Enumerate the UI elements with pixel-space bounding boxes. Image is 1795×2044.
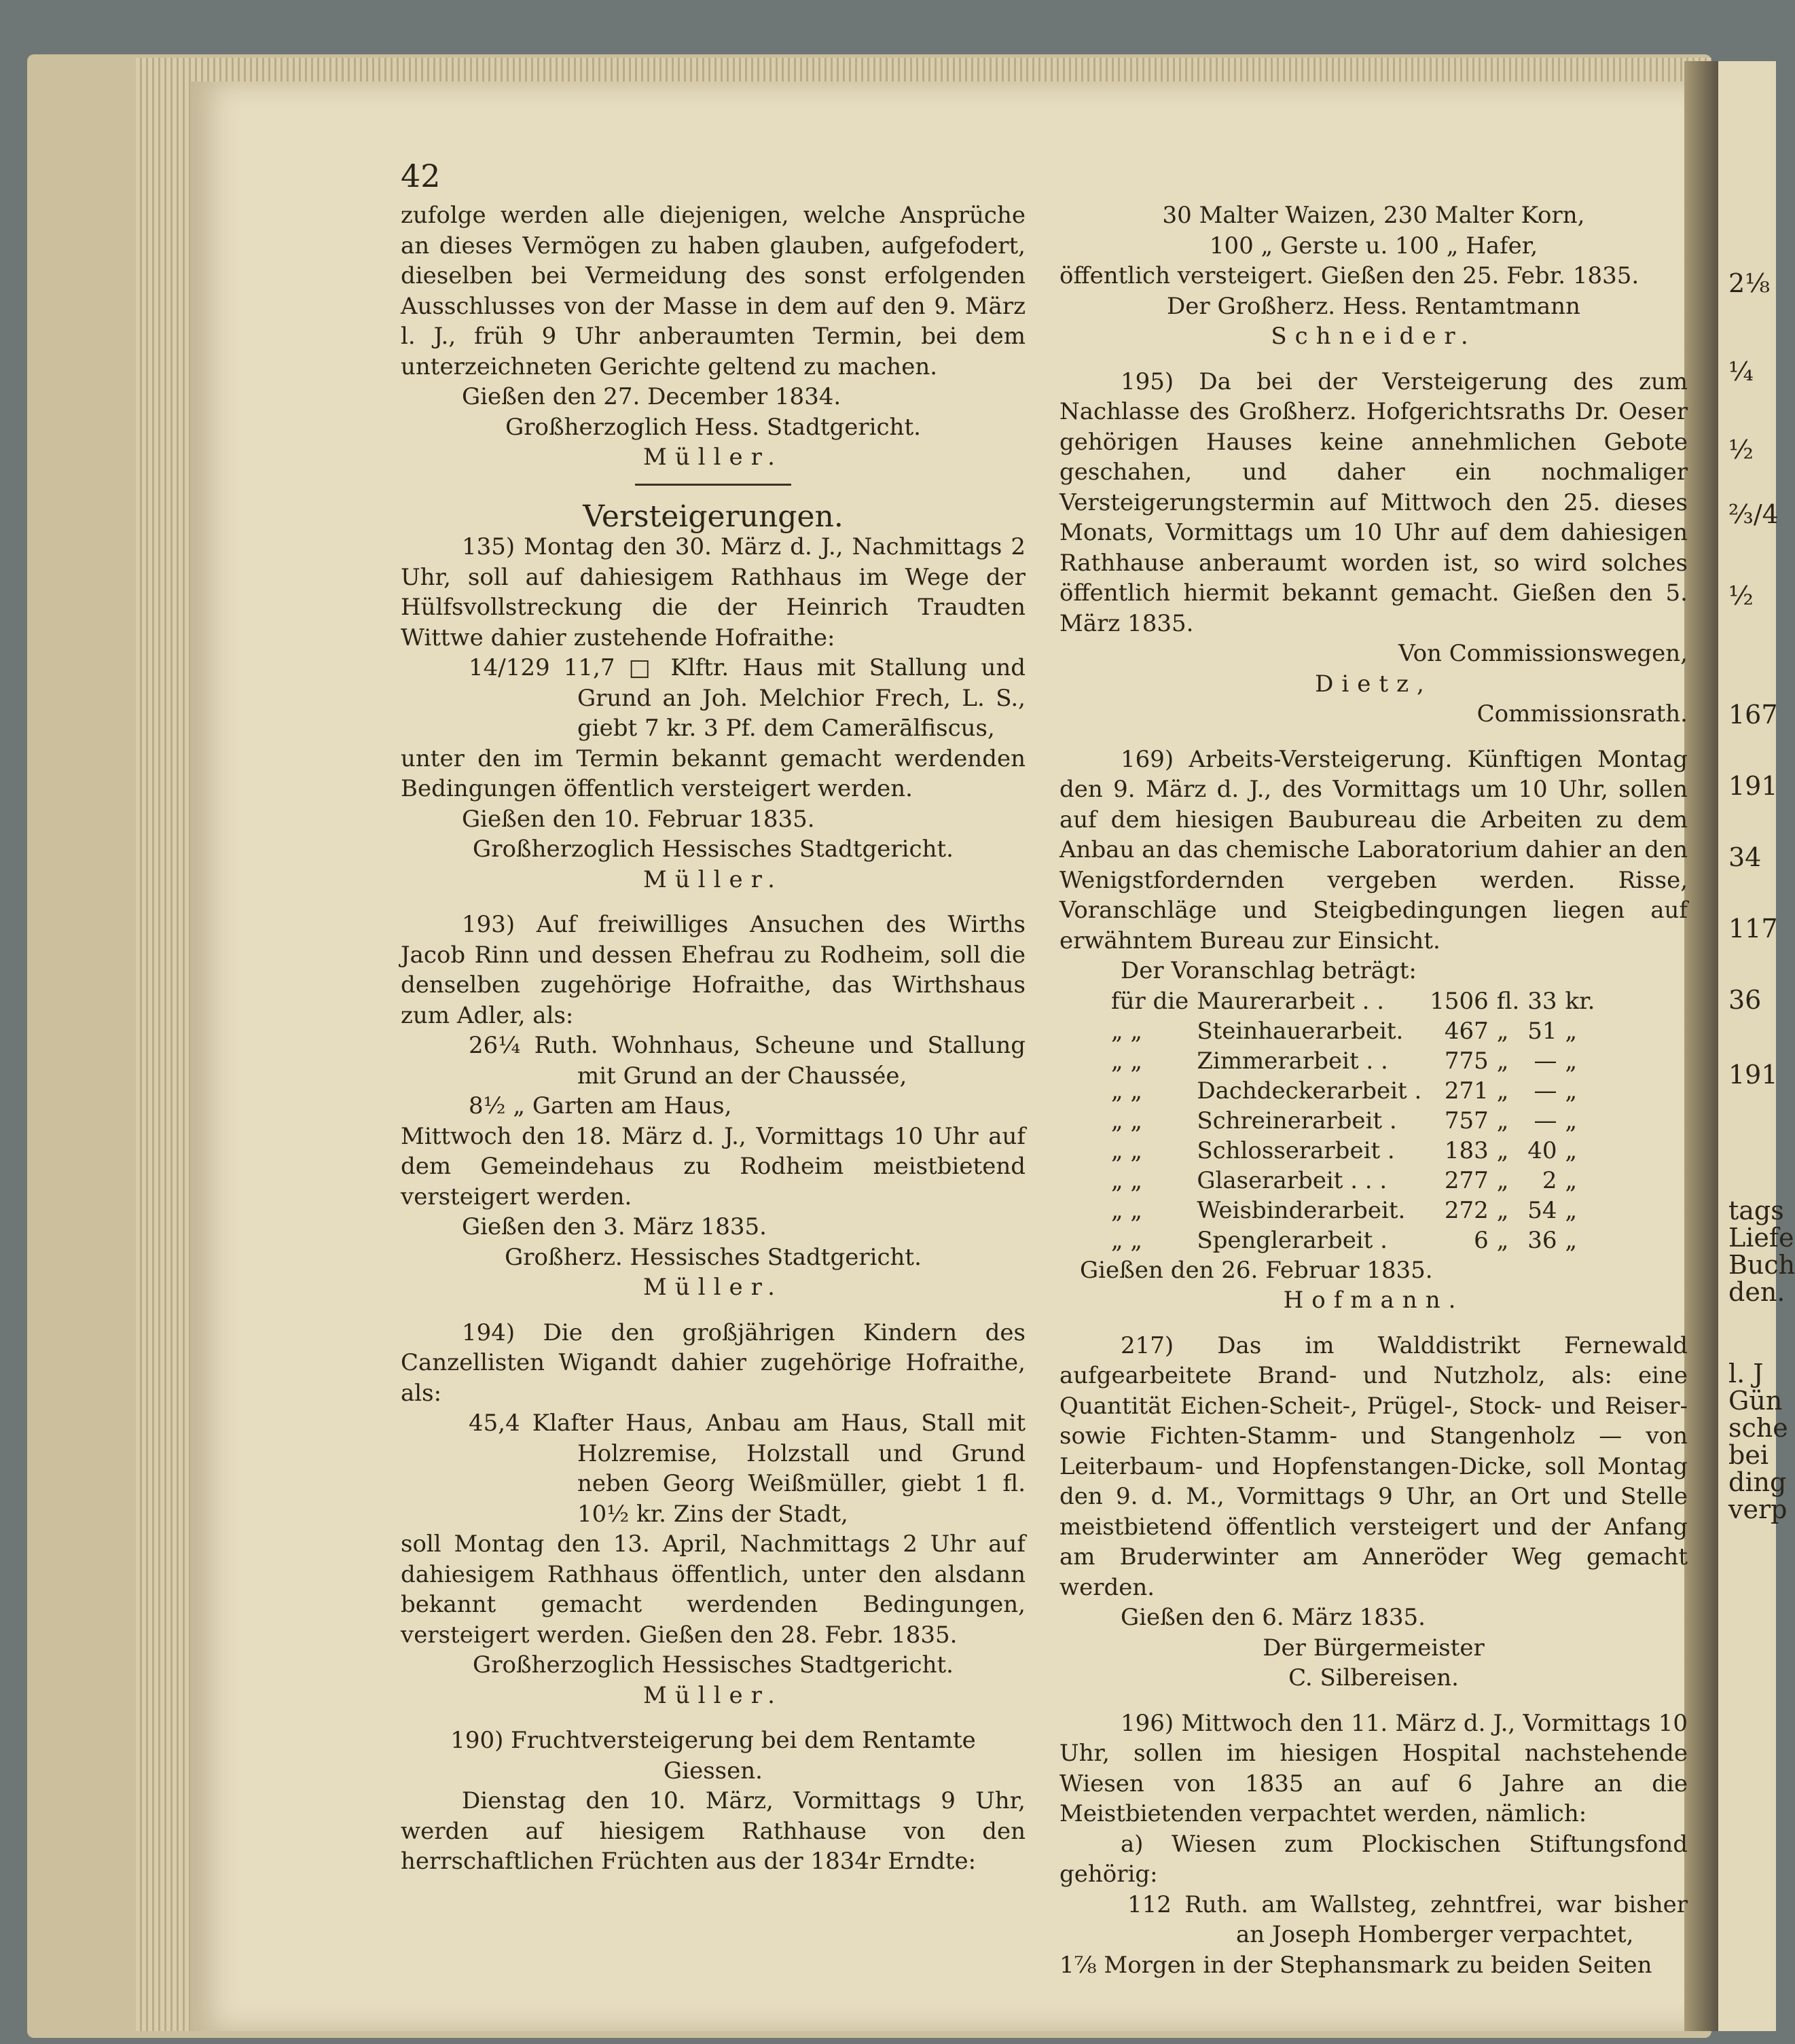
cost-row xyxy=(1107,1076,1599,1106)
notice-190-line-1: 30 Malter Waizen, 230 Malter Korn, xyxy=(1162,202,1585,229)
intro-date: Gießen den 27. December 1834. xyxy=(462,383,841,410)
cost-cell-trade: Zimmerarbeit . . xyxy=(1197,1047,1388,1075)
cost-cell-kr-unit: „ xyxy=(1565,1077,1578,1105)
cost-cell-trade: Spenglerarbeit . xyxy=(1197,1226,1388,1254)
cost-cell-pre: „ „ xyxy=(1111,1166,1143,1194)
cost-cell-kr-unit: kr. xyxy=(1565,987,1595,1015)
cost-cell-kr-unit: „ xyxy=(1565,1166,1578,1194)
notice-217-text: 217) Das im Walddistrikt Fernewald aufgearbeitete Brand- und Nutzholz, als: eine Quantität Eichen-Scheit-, Prügel-, Stock- und Reiser- sowie Fichten-Stamm- und Stangenholz — von Leiterbaum- und Hopfenstangen-Dicke, soll Montag den 9. d. M., Vormittags 9 Uhr, an Ort und Stelle meistbietend öffentlich versteigert und der Anfang am Bruderwinter am Anneröder Weg gemacht werden. xyxy=(1059,1331,1688,1601)
cost-cell-pre: „ „ xyxy=(1111,1136,1143,1164)
intro-text: zufolge werden alle diejenigen, welche Ansprüche an dieses Vermögen zu haben glauben, aufgefodert, dieselben bei Vermeidung des sonst erfolgenden Ausschlusses von der Masse in dem auf den 9. März l. J., früh 9 Uhr anberaumten Termin, bei dem unterzeichneten Gerichte geltend zu machen. xyxy=(401,202,1026,380)
notice-196-text: 196) Mittwoch den 11. März d. J., Vormittags 10 Uhr, sollen im hiesigen Hospital nachstehende Wiesen von 1835 an auf 6 Jahre an die Meistbietenden verpachtet werden, nämlich: xyxy=(1059,1709,1688,1827)
notice-194-item: 45,4 Klafter Haus, Anbau am Haus, Stall mit Holzremise, Holzstall und Grund neben Georg Weißmüller, giebt 1 fl. 10½ kr. Zins der Stadt, xyxy=(469,1410,1026,1528)
notice-169-cost-intro: Der Voranschlag beträgt: xyxy=(1121,957,1417,984)
cost-cell-pre: „ „ xyxy=(1111,1226,1143,1254)
next-page-fragment: Gün xyxy=(1728,1386,1783,1416)
notice-193-text: 193) Auf freiwilliges Ansuchen des Wirths Jacob Rinn und dessen Ehefrau zu Rodheim, soll die denselben zugehörige Hofraithe, das Wirthshaus zum Adler, als: xyxy=(401,911,1026,1029)
notice-194-court: Großherzoglich Hessisches Stadtgericht. xyxy=(473,1651,954,1679)
cost-row xyxy=(1107,1136,1599,1166)
next-page-fragment: 191 xyxy=(1728,1060,1778,1090)
notice-217-signature: C. Silbereisen. xyxy=(1288,1664,1459,1691)
notice-135-date: Gießen den 10. Februar 1835. xyxy=(462,805,815,833)
intro-court: Großherzoglich Hess. Stadtgericht. xyxy=(505,413,921,441)
next-page-fragment: 191 xyxy=(1728,771,1778,801)
notice-194-text: 194) Die den großjährigen Kindern des Canzellisten Wigandt dahier zugehörige Hofraithe, als: xyxy=(401,1319,1026,1407)
cost-cell-kr: — xyxy=(1534,1047,1557,1075)
cost-cell-fl-unit: „ xyxy=(1496,1166,1509,1194)
next-page-fragment: 2⅛ xyxy=(1728,268,1771,298)
cost-cell-kr-unit: „ xyxy=(1565,1107,1578,1134)
next-page-fragment: ½ xyxy=(1728,435,1754,465)
next-page-fragment: verp xyxy=(1728,1494,1788,1524)
cost-cell-kr: 36 xyxy=(1527,1226,1557,1254)
cost-cell-trade: Maurerarbeit . . xyxy=(1197,987,1385,1015)
cost-cell-pre: „ „ xyxy=(1111,1077,1143,1105)
cost-row xyxy=(1107,1016,1599,1046)
notice-196-a: a) Wiesen zum Plockischen Stiftungsfond gehörig: xyxy=(1059,1830,1688,1888)
next-page-fragment: ⅔/4 xyxy=(1728,499,1779,529)
notice-169-date: Gießen den 26. Februar 1835. xyxy=(1080,1256,1433,1284)
next-page-fragment: 117 xyxy=(1728,914,1778,944)
next-page-fragment: 167 xyxy=(1728,700,1778,730)
cost-cell-fl-unit: „ xyxy=(1496,1077,1509,1105)
page-number: 42 xyxy=(401,158,441,194)
cost-cell-fl-unit: „ xyxy=(1496,1136,1509,1164)
cost-cell-fl-unit: „ xyxy=(1496,1017,1509,1045)
cost-cell-pre: für die xyxy=(1111,987,1189,1015)
cost-row xyxy=(1107,1166,1599,1196)
cost-cell-trade: Steinhauerarbeit. xyxy=(1197,1017,1404,1045)
cost-cell-trade: Dachdeckerarbeit . xyxy=(1197,1077,1422,1105)
notice-193-signature: Müller. xyxy=(643,1274,783,1301)
notice-196-a-item-1: 112 Ruth. am Wallsteg, zehntfrei, war bisher an Joseph Homberger verpachtet, xyxy=(1127,1890,1688,1948)
cost-cell-fl: 271 xyxy=(1444,1077,1489,1105)
notice-193-court: Großherz. Hessisches Stadtgericht. xyxy=(505,1243,922,1271)
cost-cell-fl: 272 xyxy=(1444,1196,1489,1224)
cost-cell-trade: Schreinerarbeit . xyxy=(1197,1107,1397,1134)
cost-cell-trade: Weisbinderarbeit. xyxy=(1197,1196,1406,1224)
notice-190-title: 190) Fruchtversteigerung bei dem Rentamte Giessen. xyxy=(450,1727,976,1785)
cost-cell-fl-unit: „ xyxy=(1496,1226,1509,1254)
notice-190-line-3: öffentlich versteigert. Gießen den 25. Febr. 1835. xyxy=(1059,262,1639,289)
left-column xyxy=(401,200,1026,1877)
cost-cell-fl: 1506 xyxy=(1430,987,1489,1015)
notice-193-date: Gießen den 3. März 1835. xyxy=(462,1213,767,1240)
notice-195-text: 195) Da bei der Versteigerung des zum Nachlasse des Großherz. Hofgerichtsraths Dr. Oeser gehörigen Hauses keine annehmlichen Gebote geschahen, und daher ein nochmaliger Versteigerungstermin auf Mittwoch den 25. dieses Monats, Vormittags um 10 Uhr auf dem dahiesigen Rathhause anberaumt worden ist, so wird solches öffentlich hiermit bekannt gemacht. Gießen den 5. März 1835. xyxy=(1059,367,1688,637)
notice-135-rest: unter den im Termin bekannt gemacht werdenden Bedingungen öffentlich versteigert werden. xyxy=(401,745,1026,802)
notice-190-text: Dienstag den 10. März, Vormittags 9 Uhr, werden auf hiesigem Rathhause von den herrschaftlichen Früchten aus der 1834r Erndte: xyxy=(401,1787,1026,1875)
next-page-fragment: 34 xyxy=(1728,842,1762,872)
notice-193-rest: Mittwoch den 18. März d. J., Vormittags 10 Uhr auf dem Gemeindehaus zu Rodheim meistbietend versteigert werden. xyxy=(401,1122,1026,1211)
notice-217-office: Der Bürgermeister xyxy=(1263,1634,1485,1662)
cost-row xyxy=(1107,1106,1599,1136)
notice-190-signature: Schneider. xyxy=(1271,323,1476,350)
notice-196-a-item-2: 1⅞ Morgen in der Stephansmark zu beiden Seiten xyxy=(1059,1951,1652,1979)
cost-cell-fl: 183 xyxy=(1444,1136,1489,1164)
next-page-fragment: bei xyxy=(1728,1440,1769,1470)
cost-cell-kr: — xyxy=(1534,1077,1557,1105)
next-page-fragment: den. xyxy=(1728,1277,1785,1307)
cost-row xyxy=(1107,1225,1599,1255)
next-page-fragment: ¼ xyxy=(1728,357,1754,387)
cost-row xyxy=(1107,1196,1599,1225)
notice-135-court: Großherzoglich Hessisches Stadtgericht. xyxy=(473,836,954,863)
cost-cell-kr: 33 xyxy=(1527,987,1557,1015)
notice-217-date: Gießen den 6. März 1835. xyxy=(1121,1604,1426,1631)
next-page-fragment: Liefe xyxy=(1728,1223,1794,1253)
next-page-fragment: tags xyxy=(1728,1196,1784,1225)
next-page-fragment: ½ xyxy=(1728,581,1754,611)
cost-cell-kr-unit: „ xyxy=(1565,1226,1578,1254)
notice-190-official: Der Großherz. Hess. Rentamtmann xyxy=(1167,292,1580,320)
cost-cell-fl: 775 xyxy=(1444,1047,1489,1075)
cost-cell-trade: Glaserarbeit . . . xyxy=(1197,1166,1388,1194)
cost-cell-kr-unit: „ xyxy=(1565,1136,1578,1164)
notice-194-signature: Müller. xyxy=(643,1681,783,1709)
cost-cell-fl-unit: „ xyxy=(1496,1047,1509,1075)
notice-195-office: Von Commissionswegen, xyxy=(1398,640,1688,667)
notice-193-item-1: 26¼ Ruth. Wohnhaus, Scheune und Stallung mit Grund an der Chaussée, xyxy=(469,1032,1026,1090)
cost-cell-fl-unit: „ xyxy=(1496,1196,1509,1224)
cost-cell-kr: 40 xyxy=(1527,1136,1557,1164)
cost-cell-kr: 51 xyxy=(1527,1017,1557,1045)
cost-cell-fl: 6 xyxy=(1474,1226,1489,1254)
cost-cell-pre: „ „ xyxy=(1111,1017,1143,1045)
next-page-fragment: ding xyxy=(1728,1467,1787,1497)
section-title: Versteigerungen. xyxy=(583,499,844,534)
right-column xyxy=(1059,200,1688,1980)
cost-cell-fl: 467 xyxy=(1444,1017,1489,1045)
cost-cell-trade: Schlosserarbeit . xyxy=(1197,1136,1395,1164)
next-page-fragment: sche xyxy=(1728,1413,1788,1443)
notice-169-signature: Hofmann. xyxy=(1283,1287,1464,1314)
cost-cell-kr: — xyxy=(1534,1107,1557,1134)
intro-signature: Müller. xyxy=(643,444,783,471)
notice-135-signature: Müller. xyxy=(643,865,783,893)
next-page-fragment: l. J xyxy=(1728,1359,1764,1388)
section-divider xyxy=(635,484,791,486)
notice-169-text: 169) Arbeits-Versteigerung. Künftigen Montag den 9. März d. J., des Vormittags um 10 Uhr, sollen auf dem hiesigen Baubureau die Arbeiten zu dem Anbau an das chemische Laboratorium dahier an den Wenigstfordernden vergeben werden. Risse, Voranschläge und Steigbedingungen liegen auf erwähntem Bureau zur Einsicht. xyxy=(1059,745,1688,954)
cost-cell-pre: „ „ xyxy=(1111,1047,1143,1075)
cost-cell-pre: „ „ xyxy=(1111,1196,1143,1224)
cost-cell-kr-unit: „ xyxy=(1565,1196,1578,1224)
book-gutter xyxy=(1684,61,1718,2031)
notice-190-line-2: 100 „ Gerste u. 100 „ Hafer, xyxy=(1209,232,1538,259)
next-page-fragment: Buch xyxy=(1728,1250,1795,1280)
next-page-fragment: 36 xyxy=(1728,985,1762,1015)
cost-cell-kr-unit: „ xyxy=(1565,1017,1578,1045)
cost-cell-fl-unit: „ xyxy=(1496,1107,1509,1134)
notice-135-text: 135) Montag den 30. März d. J., Nachmittags 2 Uhr, soll auf dahiesigem Rathhaus im Wege der Hülfsvollstreckung die der Heinrich Traudten Wittwe dahier zustehende Hofraithe: xyxy=(401,533,1026,651)
notice-195-title: Commissionsrath. xyxy=(1476,700,1688,728)
notice-194-rest: soll Montag den 13. April, Nachmittags 2 Uhr auf dahiesigem Rathhaus öffentlich, unter den alsdann bekannt gemacht werdenden Bedingungen, versteigert werden. Gießen den 28. Febr. 1835. xyxy=(401,1530,1026,1649)
cost-cell-fl: 757 xyxy=(1444,1107,1489,1134)
notice-135-item: 14/129 11,7 □ Klftr. Haus mit Stallung und Grund an Joh. Melchior Frech, L. S., giebt 7 kr. 3 Pf. dem Camerālfiscus, xyxy=(469,654,1026,742)
notice-193-item-2: 8½ „ Garten am Haus, xyxy=(469,1092,732,1119)
cost-row xyxy=(1107,986,1599,1016)
cost-row xyxy=(1107,1046,1599,1076)
cost-cell-kr: 54 xyxy=(1527,1196,1557,1224)
cost-cell-fl: 277 xyxy=(1444,1166,1489,1194)
cost-cell-fl-unit: fl. xyxy=(1496,987,1520,1015)
cost-cell-kr: 2 xyxy=(1542,1166,1557,1194)
cost-cell-pre: „ „ xyxy=(1111,1107,1143,1134)
cost-cell-kr-unit: „ xyxy=(1565,1047,1578,1075)
cost-estimate-table xyxy=(1107,986,1599,1255)
notice-195-signature: Dietz, xyxy=(1315,670,1432,698)
